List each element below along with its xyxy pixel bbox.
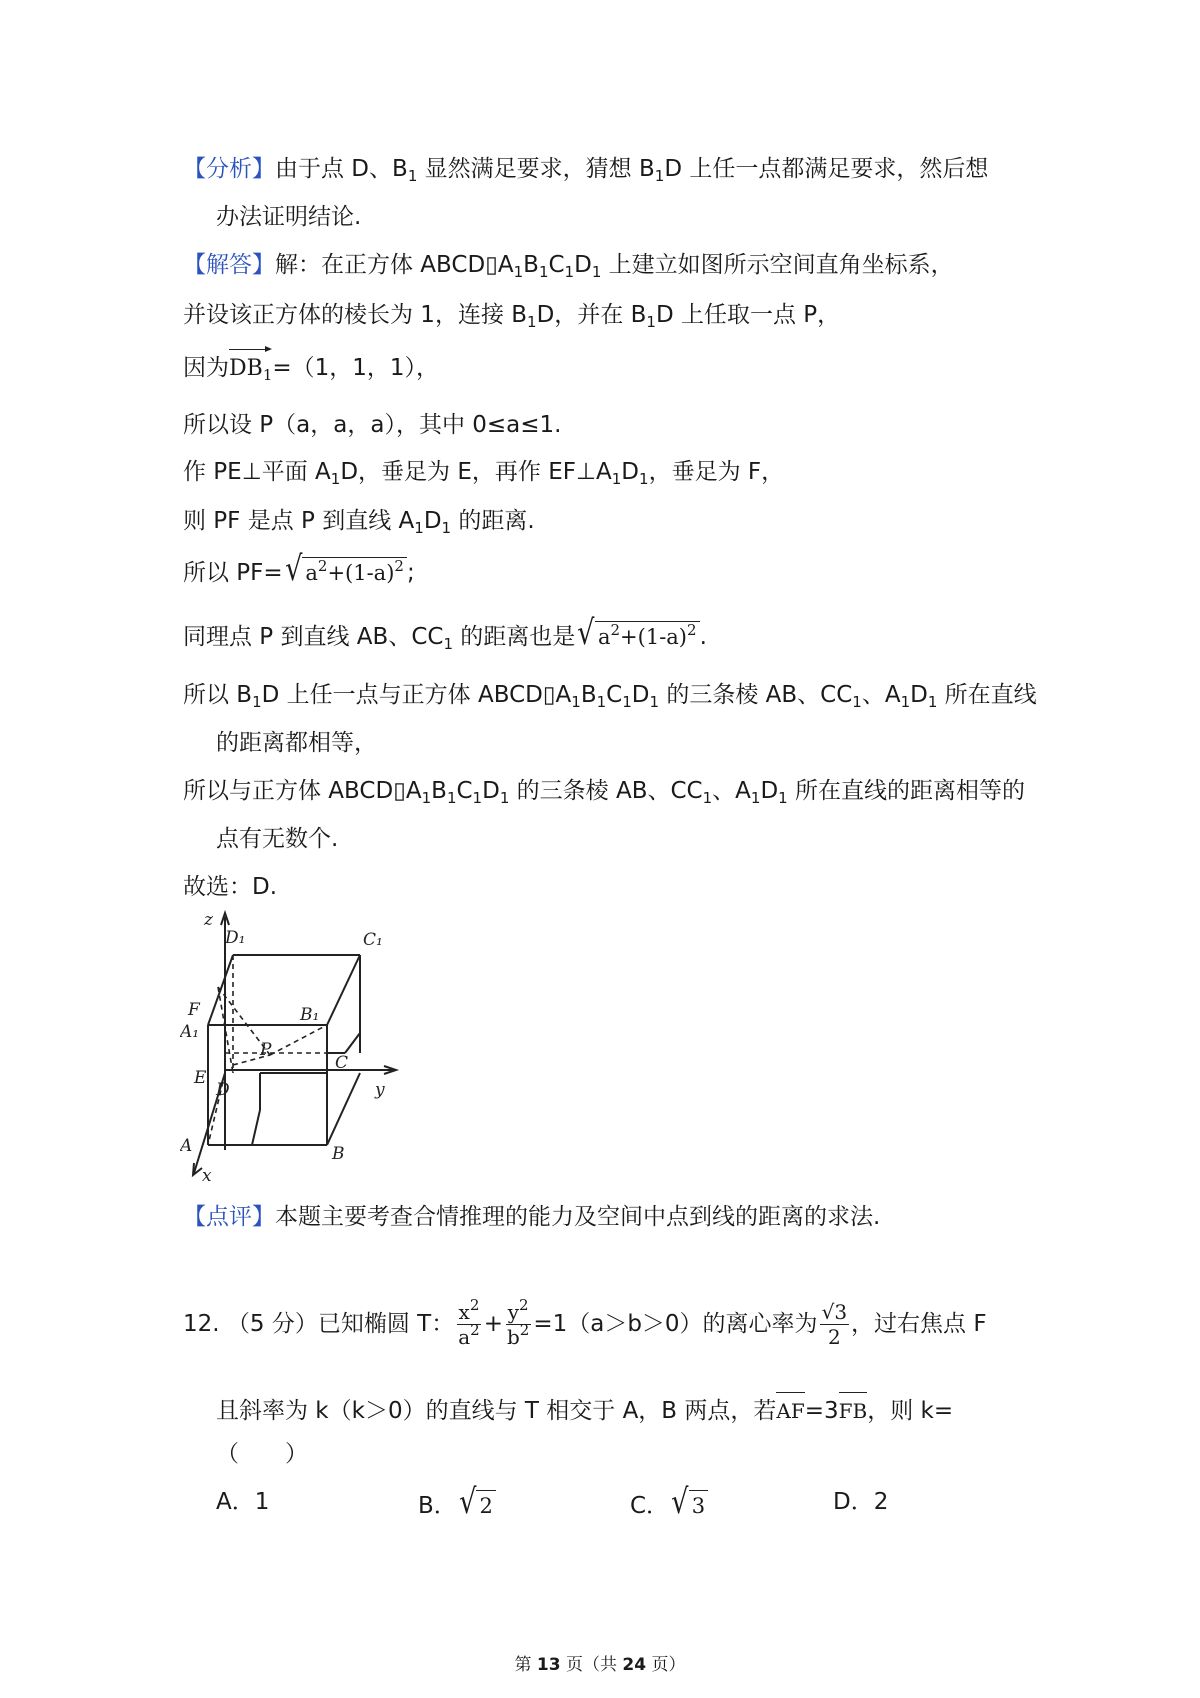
option-c: C． √ 3 [630,1485,708,1523]
solution-line-12: 点有无数个. [216,826,339,852]
solution-line-10: 的距离都相等， [216,730,377,756]
option-d: D．2 [833,1489,889,1515]
solution-line-5: 作 PE⊥平面 $A_1D$，垂足为 E，再作 $EF\perp A_1D_1$，垂足为 F， [183,459,785,488]
vector-af: AF [776,1392,804,1428]
label-x: x [202,1166,212,1186]
analysis-line-1: 【分析】由于点 D、$B_1$ 显然满足要求，猜想 $B_1D$ 上任一点都满足要求，然后想 [183,156,989,185]
fraction-sqrt3-2: $\frac{√3}{2}$ [821,1300,848,1349]
label-z: z [204,910,213,930]
label-f: F [188,1000,200,1020]
label-b: B [332,1144,345,1164]
page-footer: 第 13 页（共 24 页） [514,1655,686,1675]
label-a1: A₁ [180,1022,200,1042]
question-12-line-2: 且斜率为 k（k＞0）的直线与 T 相交于 A，B 两点，若AF=3FB，则 k= [216,1392,953,1428]
option-b: B． √ 2 [418,1485,496,1523]
solution-line-1: 【解答】解：在正方体 $ABCD▯A_1B_1C_1D_1$ 上建立如图所示空间直角坐标系， [183,252,954,281]
option-a: A．1 [216,1489,270,1515]
label-b1: B₁ [300,1005,320,1025]
label-c1: C₁ [363,930,383,950]
label-a: A [180,1136,193,1156]
solution-line-7: 所以 PF= √ $a^2+(1-a)^2$ ; [183,549,415,589]
solution-line-3: 因为$DB_1=(1$，1，1）， [183,346,439,386]
edge-b1c1 [327,955,360,1025]
solution-line-6: 则 PF 是点 P 到直线 $A_1D_1$ 的距离. [183,508,535,537]
fraction-x2-a2: $\frac{x^2}{a^2}$ [458,1296,480,1349]
label-p: P [260,1040,272,1060]
vector-db1: $DB_1$ [229,346,272,386]
solution-line-8: 同理点 P 到直线 AB、$CC_1$ 的距离也是 √ $a^2+(1-a)^2$ . [183,613,707,653]
solution-line-11: 所以与正方体 $ABCD▯A_1B_1C_1D_1$ 的三条棱 AB、$CC_1$、$A_1D_1$ 所在直线的距离相等的 [183,778,1026,807]
analysis-line-2: 办法证明结论. [216,204,362,230]
solution-line-9: 所以 $B_1D$ 上任一点与正方体 $ABCD▯A_1B_1C_1D_1$ 的三条棱 AB、$CC_1$、$A_1D_1$ 所在直线 [183,682,1037,711]
question-12-line-1: 12. （5 分）已知椭圆 T： $\frac{x^2}{a^2}$ + $\frac{y^2}{b^2}$ =1（a＞b＞0）的离心率为 $\frac{√3}{2}$ ，过右焦点 F [183,1296,987,1349]
solution-line-2: 并设该正方体的棱长为 1，连接 $B_1D$，并在 $B_1D$ 上任取一点 P， [183,302,841,331]
comment-tag: 【点评】 [183,1204,275,1230]
label-d: D [216,1080,230,1100]
solution-line-13: 故选：D. [183,874,278,900]
cube-figure [180,905,420,1190]
solution-line-4: 所以设 P（a，a，a），其中 0≤a≤1. [183,412,562,438]
vector-fb: FB [839,1392,868,1428]
sqrt-expression: √ $a^2+(1-a)^2$ [283,552,407,586]
label-y: y [375,1080,385,1100]
label-d1: D₁ [225,928,246,948]
analysis-tag: 【分析】 [183,156,275,182]
fraction-y2-b2: $\frac{y^2}{b^2}$ [506,1296,530,1349]
comment-line: 【点评】本题主要考查合情推理的能力及空间中点到线的距离的求法. [183,1204,881,1230]
solution-tag: 【解答】 [183,252,275,278]
label-e: E [194,1068,207,1088]
edge-bc [327,1073,360,1145]
label-c: C [335,1053,349,1073]
sqrt-expression-2: √ $a^2+(1-a)^2$ [575,616,699,650]
question-12-line-3: （ ） [216,1441,308,1467]
